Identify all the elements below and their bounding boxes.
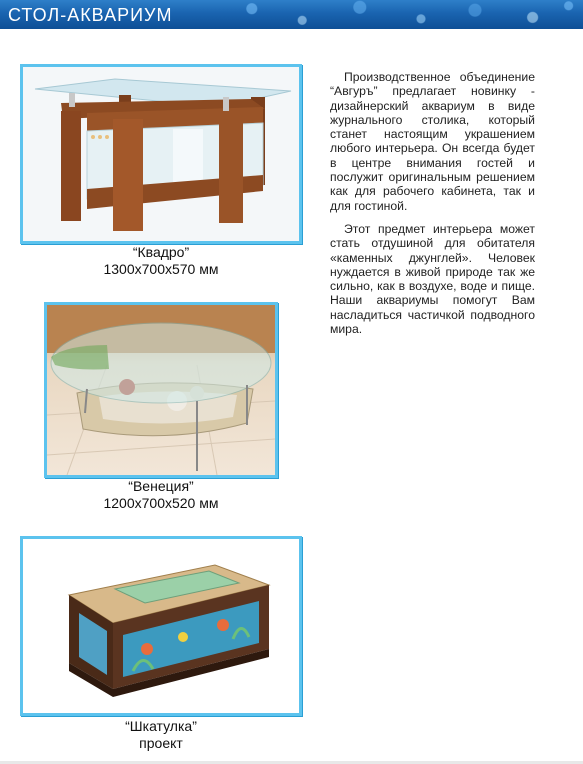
product-name: “Квадро” — [132, 244, 190, 260]
product-name: “Шкатулка” — [125, 718, 197, 734]
product-name: “Венеция” — [128, 478, 194, 494]
product-photo-venetsiya — [44, 302, 278, 478]
product-caption-venetsiya — [20, 478, 302, 512]
product-dimensions: 1300х700х570 мм — [103, 261, 219, 277]
product-caption-kvadro — [20, 244, 302, 278]
page-title: СТОЛ-АКВАРИУМ — [8, 5, 173, 25]
page-header — [0, 0, 583, 29]
product-photo-kvadro — [20, 64, 302, 244]
header-decoration — [223, 0, 583, 29]
description-paragraph: Этот предмет интерьера может стать отдушиной для обитателя «каменных джунглей». Человек нуждается в живой природе так же сильно, как в воздухе, воде и пище. Наши аквариумы помогут Вам насладиться частичкой подводного мира. — [330, 221, 535, 337]
description-text — [330, 70, 535, 345]
product-dimensions: 1200х700х520 мм — [103, 495, 219, 511]
description-paragraph: Производственное объединение “Авгуръ” предлагает новинку - дизайнерский аквариум в виде журнального столика, который станет настоящим украшением любого интерьера. Он всегда будет в центре внимания гостей и послужит оригинальным решением как для рабочего кабинета, так и для гостиной. — [330, 70, 535, 213]
product-caption-shkatulka — [20, 718, 302, 752]
product-photo-shkatulka — [20, 536, 302, 716]
product-status: проект — [139, 735, 183, 751]
